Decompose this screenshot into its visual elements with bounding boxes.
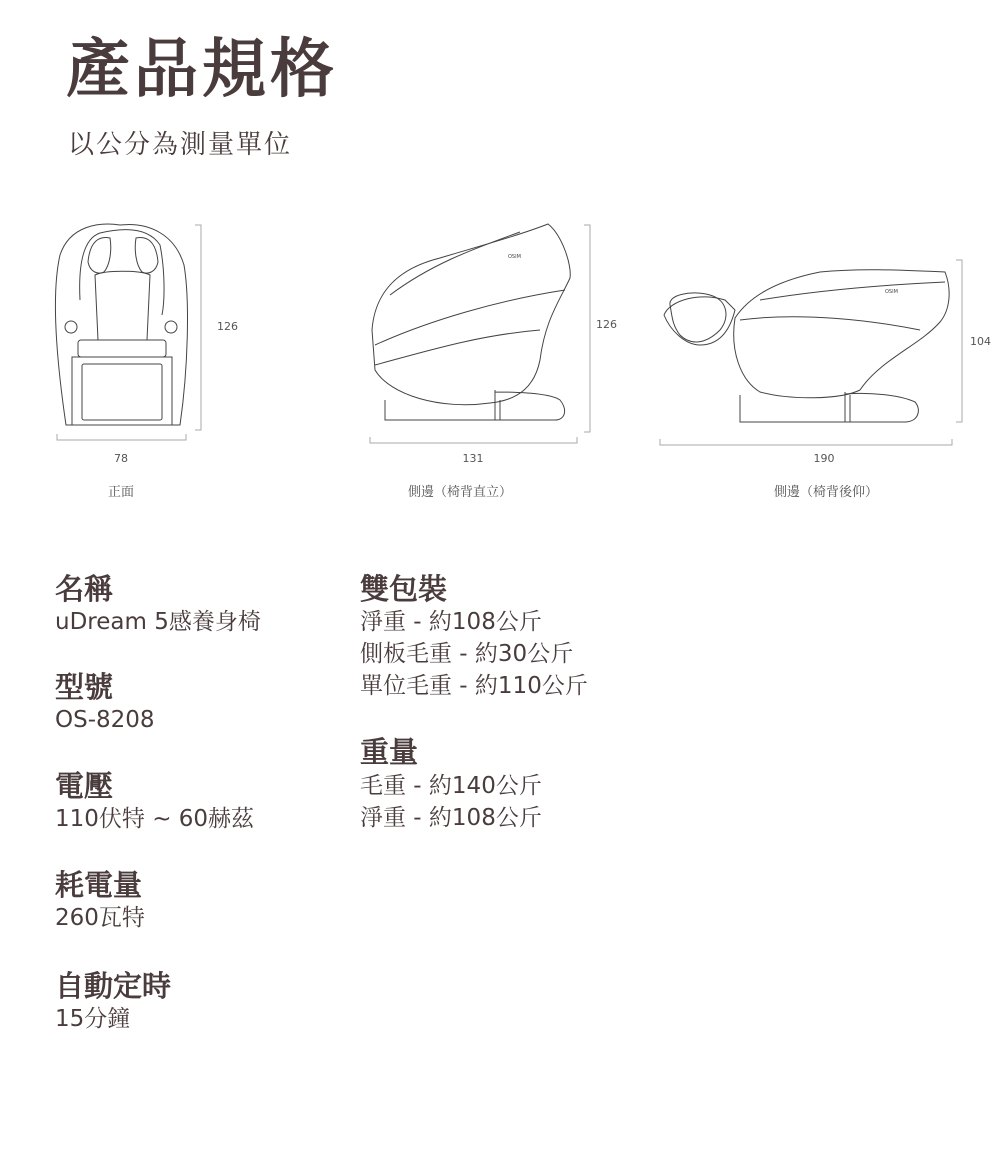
front-width-label: 78: [114, 452, 128, 465]
spec-power-label: 耗電量: [55, 868, 143, 902]
spec-weight-line: 淨重 - 約108公斤: [360, 805, 542, 831]
spec-timer-value: 15分鐘: [55, 1006, 131, 1032]
spec-name-value: uDream 5感養身椅: [55, 609, 261, 635]
upright-width-label: 131: [462, 452, 484, 465]
upright-caption: 側邊（椅背直立）: [407, 485, 513, 500]
spec-packaging-line: 單位毛重 - 約110公斤: [360, 673, 588, 699]
upright-height-label: 126: [596, 318, 617, 331]
chair-front-drawing: [55, 224, 187, 425]
chair-side-upright-drawing: [372, 224, 570, 420]
reclined-width-label: 190: [813, 452, 835, 465]
spec-model-value: OS-8208: [55, 707, 155, 733]
spec-packaging-label: 雙包裝: [360, 572, 448, 606]
page-subtitle: 以公分為測量單位: [68, 130, 293, 160]
front-caption: 正面: [107, 485, 135, 500]
reclined-height-label: 104: [970, 335, 991, 348]
svg-text:OSIM: OSIM: [508, 254, 521, 260]
reclined-caption: 側邊（椅背後仰）: [773, 485, 879, 500]
spec-weight-label: 重量: [360, 735, 419, 769]
svg-text:OSIM: OSIM: [885, 289, 898, 295]
spec-power-value: 260瓦特: [55, 905, 145, 931]
spec-packaging-line: 側板毛重 - 約30公斤: [360, 641, 574, 667]
spec-voltage-value: 110伏特 ~ 60赫茲: [55, 806, 255, 832]
front-height-label: 126: [217, 320, 238, 333]
spec-voltage-label: 電壓: [55, 769, 114, 803]
spec-name-label: 名稱: [55, 572, 114, 606]
spec-packaging-line: 淨重 - 約108公斤: [360, 609, 542, 635]
spec-model-label: 型號: [55, 670, 114, 704]
chair-diagrams: [0, 0, 1000, 520]
chair-side-reclined-drawing: [664, 270, 949, 422]
spec-timer-label: 自動定時: [55, 969, 172, 1003]
page-title: 產品規格: [66, 33, 338, 107]
spec-weight-line: 毛重 - 約140公斤: [360, 773, 542, 799]
